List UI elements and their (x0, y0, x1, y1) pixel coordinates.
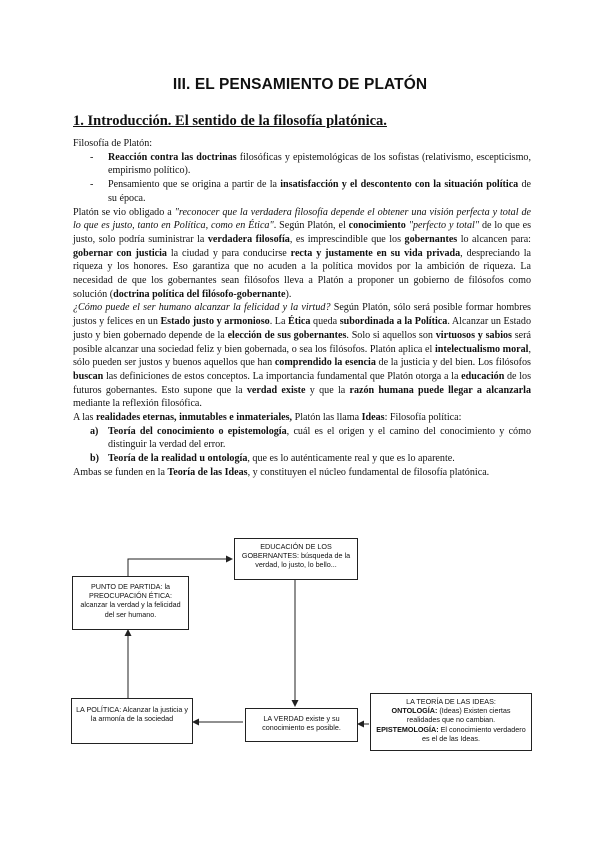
section-title: 1. Introducción. El sentido de la filosofía platónica. (73, 113, 387, 129)
list-marker: - (90, 151, 94, 163)
list-item: - Reacción contra las doctrinas filosóficas y epistemológicas de los sofistas (relativismo, escepticismo, empirismo político). (90, 151, 531, 177)
arrow-start-to-education (128, 559, 232, 576)
paragraph-platon-philosophy: Platón se vio obligado a "reconocer que la verdadera filosofía depende el obtener una visión perfecta y total de lo que es justo, tanto en Política, como en Ética". Según Platón, el conocimiento "perfecto y total" de lo que es justo, solo podría suministrar la verdadera filosofía, es imprescindible que los gobernantes lo alcancen para: gobernar con justicia la ciudad y para conducirse recta y justamente en su vida privada, despreciando la riqueza y los honores. Eso garantiza que no acuden a la política movidos por la ambición de riqueza. La necesidad de que los gobernantes sean filósofos lleva a Platón a proponer un gobierno de filósofos como solución (doctrina política del filósofo-gobernante). (73, 206, 532, 300)
box-truth: LA VERDAD existe y su conocimiento es posible. (245, 708, 358, 742)
list-marker: b) (90, 453, 99, 465)
paragraph-ideas: A las realidades eternas, inmutables e inmateriales, Platón las llama Ideas: Filosofía política: (73, 412, 462, 424)
paragraph-happiness: ¿Cómo puede el ser humano alcanzar la felicidad y la virtud? Según Platón, sólo será posible formar hombres justos y felices en un Estado justo y armonioso. La Ética queda subordinada a la Política. Alcanzar un Estado justo y bien gobernado depende de la elección de sus gobernantes. Solo si aquellos son virtuosos y sabios será posible alcanzar una sociedad feliz y bien gobernada, o sea los filósofos. Platón aplica el intelectualismo moral, sólo pueden ser justos y buenos aquellos que han comprendido la esencia de la justicia y del bien. Los filósofos buscan las definiciones de estos conceptos. La importancia fundamental que Platón otorga a la educación de los futuros gobernantes. Esto supone que la verdad existe y que la razón humana puede llegar a alcanzarla mediante la reflexión filosófica. (73, 302, 532, 410)
box-theory-of-ideas: LA TEORÍA DE LAS IDEAS: ONTOLOGÍA: (Ideas) Existen ciertas realidades que no cambian. EPISTEMOLOGÍA: El conocimiento verdadero es el de las Ideas. (370, 693, 532, 751)
list-item: b) Teoría de la realidad u ontología, que es lo auténticamente real y que es lo aparente. (90, 453, 455, 465)
box-politics: LA POLÍTICA: Alcanzar la justicia y la armonía de la sociedad (71, 698, 193, 744)
paragraph-theory-of-ideas: Ambas se funden en la Teoría de las Ideas, y constituyen el núcleo fundamental de filosofía platónica. (73, 466, 490, 478)
intro-lead: Filosofía de Platón: (73, 138, 153, 149)
list-item: - Pensamiento que se origina a partir de la insatisfacción y el descontento con la situación política de su época. (90, 179, 531, 204)
list-marker: a) (90, 425, 99, 437)
chapter-title: III. EL PENSAMIENTO DE PLATÓN (172, 76, 428, 93)
list-item: a) Teoría del conocimiento o epistemología, cuál es el origen y el camino del conocimiento y cómo distinguir la verdad del error. (90, 425, 532, 451)
list-marker: - (90, 179, 94, 191)
box-starting-point: PUNTO DE PARTIDA: la PREOCUPACIÓN ÉTICA: alcanzar la verdad y la felicidad del ser humano. (72, 576, 189, 630)
box-education: EDUCACIÓN DE LOS GOBERNANTES: búsqueda de la verdad, lo justo, lo bello... (234, 538, 358, 580)
